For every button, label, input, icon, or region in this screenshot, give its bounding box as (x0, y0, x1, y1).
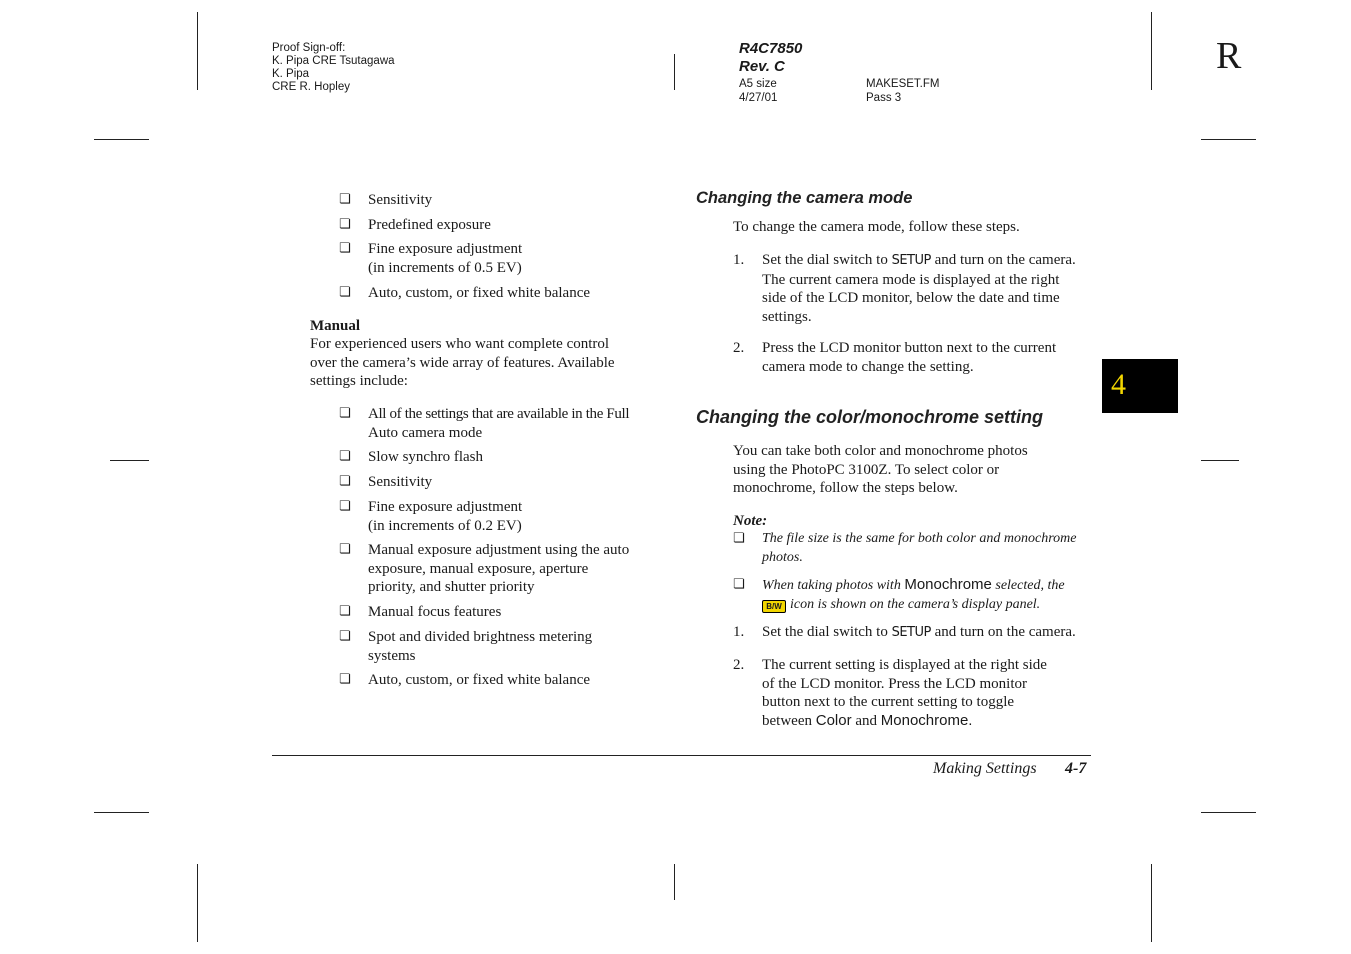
note-item: ❏ When taking photos with Monochrome selected, the B/W icon is shown on the camera’s display panel. (733, 576, 1103, 614)
proof-line: K. Pipa CRE Tsutagawa (272, 55, 395, 67)
step-item: 2. Press the LCD monitor button next to the current camera mode to change the setting. (733, 340, 1057, 375)
model-number: R4C7850 (739, 40, 803, 57)
bullet-icon: ❏ (339, 449, 351, 464)
crop-mark (110, 460, 149, 461)
list-item-line: Spot and divided brightness metering (368, 629, 593, 645)
bullet-icon: ❏ (339, 499, 351, 514)
crop-mark (1151, 12, 1152, 90)
list-item-line: (in increments of 0.2 EV) (368, 517, 522, 534)
list-item (339, 405, 679, 442)
crop-mark (1201, 812, 1256, 813)
list-item-line: exposure, manual exposure, aperture (368, 560, 589, 577)
footer-section: Making Settings (933, 760, 1037, 777)
setup-dial-icon: SETUP (891, 253, 931, 268)
chapter-number: 4 (1111, 368, 1126, 401)
list-item-line: Sensitivity (368, 474, 433, 490)
list-item-line: Fine exposure adjustment (368, 499, 523, 515)
section-title-color-mono: Changing the color/monochrome setting (696, 407, 1044, 427)
bullet-icon: ❏ (339, 285, 351, 300)
list-item-line: All of the settings that are available in the Full (368, 406, 630, 422)
bullet-icon: ❏ (339, 604, 351, 619)
bullet-icon: ❏ (339, 542, 351, 557)
list-item: ❏ Fine exposure adjustment (in increments of 0.5 EV) (339, 241, 523, 276)
crop-mark (197, 864, 198, 942)
revision: Rev. C (739, 58, 785, 75)
proof-line: Proof Sign-off: (272, 42, 346, 54)
bullet-icon: ❏ (733, 531, 745, 546)
proof-line: K. Pipa (272, 68, 310, 80)
file-name: MAKESET.FM (866, 78, 940, 90)
crop-mark (1201, 139, 1256, 140)
list-item (339, 671, 679, 690)
proof-line: CRE R. Hopley (272, 81, 350, 93)
bullet-icon: ❏ (339, 217, 351, 232)
list-item (339, 498, 679, 535)
proof-date: 4/27/01 (739, 92, 778, 104)
paper-size: A5 size (739, 78, 777, 90)
section-title-camera-mode: Changing the camera mode (696, 189, 913, 207)
chapter-tab (1102, 359, 1178, 413)
list-item: ❏ Predefined exposure (339, 217, 491, 233)
list-item-line: Slow synchro flash (368, 449, 483, 465)
bullet-icon: ❏ (339, 672, 351, 687)
setup-dial-icon: SETUP (891, 625, 931, 640)
list-item-line: Manual focus features (368, 604, 502, 620)
list-item-line: systems (368, 647, 416, 664)
list-item (339, 628, 679, 665)
list-item (339, 603, 679, 622)
crop-mark (197, 12, 198, 90)
list-item: ❏ Auto, custom, or fixed white balance (339, 285, 591, 301)
list-item-line: Auto camera mode (368, 424, 483, 441)
section-intro: You can take both color and monochrome photos using the PhotoPC 3100Z. To select color or monochrome, follow the steps below. (733, 443, 1028, 496)
list-item-line: Auto, custom, or fixed white balance (368, 672, 591, 688)
crop-mark (94, 139, 149, 140)
bullet-icon: ❏ (339, 406, 351, 421)
note-item: ❏ The file size is the same for both color and monochrome photos. (733, 530, 1103, 567)
pass-number: Pass 3 (866, 92, 902, 104)
crop-mark (1201, 460, 1239, 461)
bullet-icon: ❏ (339, 474, 351, 489)
list-item (339, 473, 679, 492)
manual-intro: For experienced users who want complete control over the camera’s wide array of features. Available settings include: (310, 336, 615, 389)
list-item-line: priority, and shutter priority (368, 579, 535, 595)
corner-mark: R (1216, 35, 1242, 77)
bullet-icon: ❏ (733, 577, 745, 592)
step-item: 1. Set the dial switch to SETUP and turn on the camera. (733, 624, 1076, 640)
crop-mark (94, 812, 149, 813)
proof-signoff (272, 42, 395, 94)
step-item: 1. Set the dial switch to SETUP and turn on the camera. The current camera mode is displayed at the right side of the LCD monitor, below the date and time settings. (733, 252, 1076, 325)
crop-mark (674, 864, 675, 900)
note-label: Note: (733, 513, 768, 529)
list-item: ❏ Sensitivity (339, 192, 433, 208)
section-intro: To change the camera mode, follow these steps. (733, 219, 1020, 235)
list-item-line: Manual exposure adjustment using the auto (368, 542, 630, 558)
step-item: 2. The current setting is displayed at the right side of the LCD monitor. Press the LCD monitor button next to the current setting to toggle between Color and Monochrome. (733, 657, 1047, 729)
crop-mark (1151, 864, 1152, 942)
list-item (339, 541, 679, 597)
bw-mode-icon: B/W (762, 600, 786, 613)
footer-rule (272, 755, 1091, 756)
bullet-icon: ❏ (339, 192, 351, 207)
page-number: 4-7 (1065, 760, 1087, 777)
bullet-icon: ❏ (339, 241, 351, 256)
bullet-icon: ❏ (339, 629, 351, 644)
list-item (339, 448, 679, 467)
crop-mark (674, 54, 675, 90)
manual-heading: Manual (310, 318, 361, 334)
